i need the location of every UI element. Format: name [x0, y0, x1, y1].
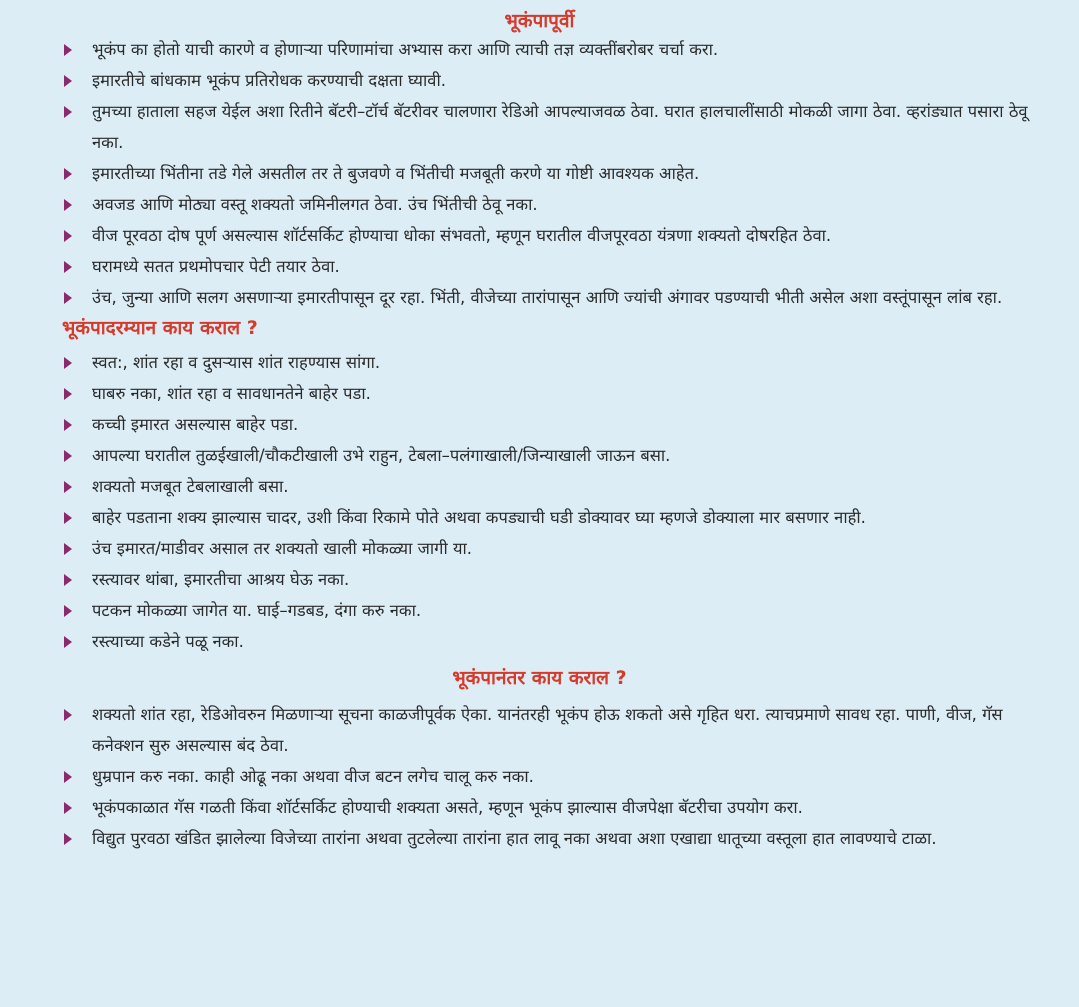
triangle-bullet-icon	[64, 357, 72, 369]
triangle-bullet-icon	[64, 168, 72, 180]
item-text: रस्त्यावर थांबा, इमारतीचा आश्रय घेऊ नका.	[92, 570, 350, 589]
triangle-bullet-icon	[64, 44, 72, 56]
item-text: भूकंपकाळात गॅस गळती किंवा शॉर्टसर्किट होण्याची शक्यता असते, म्हणून भूकंप झाल्यास वीजपेक्षा बॅटरीचा उपयोग करा.	[92, 798, 803, 817]
item-text: शक्यतो शांत रहा, रेडिओवरुन मिळणाऱ्या सूचना काळजीपूर्वक ऐका. यानंतरही भूकंप होऊ शकतो असे गृहित धरा. त्याचप्रमाणे सावध रहा. पाणी, वीज, गॅस कनेक्शन सुरु असल्यास बंद ठेवा.	[92, 705, 1003, 755]
section-during-earthquake	[62, 315, 1049, 657]
after-list	[62, 699, 1049, 854]
triangle-bullet-icon	[64, 771, 72, 783]
list-item	[62, 761, 1049, 792]
during-list	[62, 347, 1049, 657]
triangle-bullet-icon	[64, 574, 72, 586]
item-text: वीज पूरवठा दोष पूर्ण असल्यास शॉर्टसर्किट होण्याचा धोका संभवतो, म्हणून घरातील वीजपूरवठा यंत्रणा शक्यतो दोषरहित ठेवा.	[92, 226, 832, 245]
list-item	[62, 595, 1049, 626]
triangle-bullet-icon	[64, 636, 72, 648]
triangle-bullet-icon	[64, 106, 72, 118]
list-item	[62, 471, 1049, 502]
triangle-bullet-icon	[64, 481, 72, 493]
list-item	[62, 626, 1049, 657]
triangle-bullet-icon	[64, 75, 72, 87]
list-item	[62, 34, 1049, 65]
section-after-earthquake	[62, 665, 1049, 854]
triangle-bullet-icon	[64, 833, 72, 845]
triangle-bullet-icon	[64, 709, 72, 721]
triangle-bullet-icon	[64, 388, 72, 400]
list-item	[62, 347, 1049, 378]
item-text: कच्ची इमारत असल्यास बाहेर पडा.	[92, 415, 299, 434]
list-item	[62, 282, 1049, 313]
item-text: तुमच्या हाताला सहज येईल अशा रितीने बॅटरी–टॉर्च बॅटरीवर चालणारा रेडिओ आपल्याजवळ ठेवा. घरात हालचालींसाठी मोकळी जागा ठेवा. व्हरांड्यात पसारा ठेवू नका.	[92, 102, 1028, 152]
item-text: इमारतीच्या भिंतीना तडे गेले असतील तर ते बुजवणे व भिंतीची मजबूती करणे या गोष्टी आवश्यक आहेत.	[92, 164, 700, 183]
triangle-bullet-icon	[64, 199, 72, 211]
triangle-bullet-icon	[64, 261, 72, 273]
list-item	[62, 158, 1049, 189]
list-item	[62, 251, 1049, 282]
list-item	[62, 699, 1049, 761]
section-title-before: भूकंपापूर्वी	[504, 10, 575, 32]
triangle-bullet-icon	[64, 230, 72, 242]
list-item	[62, 189, 1049, 220]
list-item	[62, 823, 1049, 854]
section-before-earthquake	[62, 8, 1049, 313]
item-text: स्वत:, शांत रहा व दुसऱ्यास शांत राहण्यास सांगा.	[92, 353, 381, 372]
section-title-during: भूकंपादरम्यान काय कराल ?	[62, 317, 258, 339]
list-item	[62, 533, 1049, 564]
triangle-bullet-icon	[64, 512, 72, 524]
item-text: आपल्या घरातील तुळईखाली/चौकटीखाली उभे राहुन, टेबला–पलंगाखाली/जिन्याखाली जाऊन बसा.	[92, 446, 671, 465]
list-item	[62, 96, 1049, 158]
item-text: घाबरु नका, शांत रहा व सावधानतेने बाहेर पडा.	[92, 384, 371, 403]
item-text: इमारतीचे बांधकाम भूकंप प्रतिरोधक करण्याची दक्षता घ्यावी.	[92, 71, 446, 90]
item-text: अवजड आणि मोठ्या वस्तू शक्यतो जमिनीलगत ठेवा. उंच भिंतीची ठेवू नका.	[92, 195, 538, 214]
triangle-bullet-icon	[64, 450, 72, 462]
list-item	[62, 220, 1049, 251]
list-item	[62, 409, 1049, 440]
item-text: भूकंप का होतो याची कारणे व होणाऱ्या परिणामांचा अभ्यास करा आणि त्याची तज्ञ व्यक्तींबरोबर चर्चा करा.	[92, 40, 719, 59]
list-item	[62, 564, 1049, 595]
triangle-bullet-icon	[64, 605, 72, 617]
triangle-bullet-icon	[64, 292, 72, 304]
list-item	[62, 65, 1049, 96]
list-item	[62, 502, 1049, 533]
section-title-after: भूकंपानंतर काय कराल ?	[452, 667, 627, 689]
item-text: बाहेर पडताना शक्य झाल्यास चादर, उशी किंवा रिकामे पोते अथवा कपड्याची घडी डोक्यावर घ्या म्हणजे डोक्याला मार बसणार नाही.	[92, 508, 866, 527]
item-text: शक्यतो मजबूत टेबलाखाली बसा.	[92, 477, 289, 496]
item-text: उंच, जुन्या आणि सलग असणाऱ्या इमारतीपासून दूर रहा. भिंती, वीजेच्या तारांपासून आणि ज्यांची अंगावर पडण्याची भीती असेल अशा वस्तूंपासून लांब रहा.	[92, 288, 1003, 307]
item-text: पटकन मोकळ्या जागेत या. घाई–गडबड, दंगा करु नका.	[92, 601, 422, 620]
before-list	[62, 34, 1049, 313]
triangle-bullet-icon	[64, 419, 72, 431]
item-text: घरामध्ये सतत प्रथमोपचार पेटी तयार ठेवा.	[92, 257, 340, 276]
item-text: विद्युत पुरवठा खंडित झालेल्या विजेच्या तारांना अथवा तुटलेल्या तारांना हात लावू नका अथवा अशा एखाद्या धातूच्या वस्तूला हात लावण्याचे टाळा.	[92, 829, 937, 848]
list-item	[62, 378, 1049, 409]
item-text: उंच इमारत/माडीवर असाल तर शक्यतो खाली मोकळ्या जागी या.	[92, 539, 473, 558]
triangle-bullet-icon	[64, 543, 72, 555]
list-item	[62, 792, 1049, 823]
item-text: रस्त्याच्या कडेने पळू नका.	[92, 632, 244, 651]
list-item	[62, 440, 1049, 471]
triangle-bullet-icon	[64, 802, 72, 814]
item-text: धुम्रपान करु नका. काही ओढू नका अथवा वीज बटन लगेच चालू करु नका.	[92, 767, 534, 786]
